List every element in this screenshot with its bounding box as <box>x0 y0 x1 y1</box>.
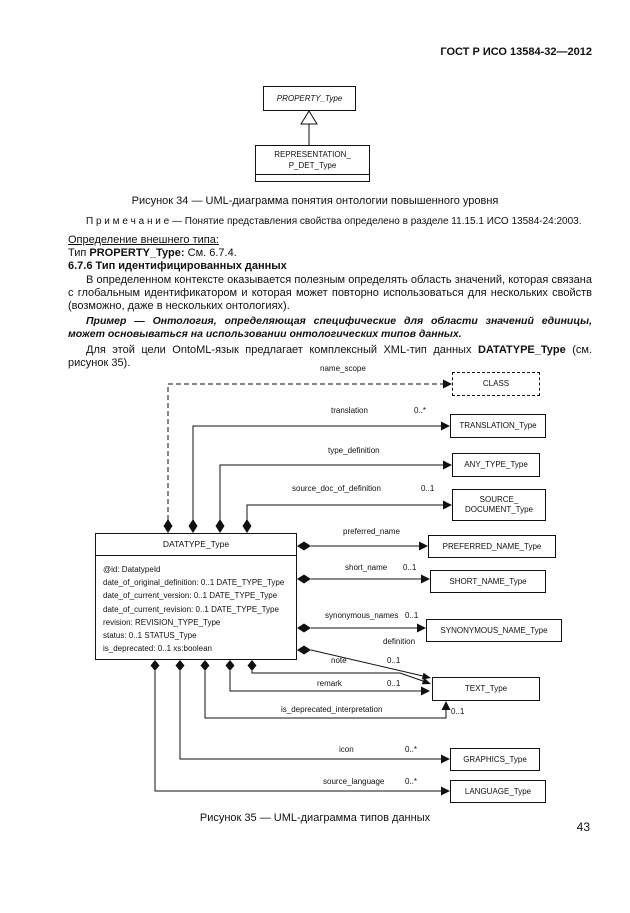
example-paragraph: Пример — Онтология, определяющая специфические для области значений единицы, может основываться на использовании онтологических типов данных. <box>68 315 592 340</box>
datatype-attributes <box>96 556 296 655</box>
connector-label-short-name: short_name <box>345 563 388 572</box>
connector-mult-icon: 0..* <box>405 745 418 754</box>
figure-34-diagram <box>0 80 630 195</box>
uml-class-any-type-type: ANY_TYPE_Type <box>452 453 540 477</box>
uml-class-translation-type: TRANSLATION_Type <box>450 414 546 438</box>
uml-attribute: date_of_current_revision: 0..1 DATE_TYPE_Type <box>103 604 279 614</box>
connector-label-definition: definition <box>383 637 416 646</box>
uml-class-text-type: TEXT_Type <box>432 677 540 701</box>
connector-mult-source-language: 0..* <box>405 777 418 786</box>
type-ref-suffix: См. 6.7.4. <box>184 247 237 259</box>
class-name: PROPERTY_Type <box>276 93 343 103</box>
connector-label-translation: translation <box>331 406 368 415</box>
class-name-line1: SOURCE_ <box>479 495 519 504</box>
uml-class-synonymous-name-type: SYNONYMOUS_NAME_Type <box>426 619 562 642</box>
uml-attribute: date_of_original_definition: 0..1 DATE_TYPE_Type <box>103 578 285 588</box>
connector-mult-remark: 0..1 <box>387 679 401 688</box>
paragraph2-type-name: DATATYPE_Type <box>477 344 566 356</box>
connector-label-note: note <box>331 656 347 665</box>
uml-attribute: is_deprecated: 0..1 xs:boolean <box>103 644 212 654</box>
uml-class-datatype-type <box>95 533 297 660</box>
connector-mult-note: 0..1 <box>387 656 401 665</box>
page-number: 43 <box>576 820 590 834</box>
connector-label-preferred-name: preferred_name <box>343 527 400 536</box>
connector-mult-translation: 0..* <box>414 406 427 415</box>
gost-note: П р и м е ч а н и е — Понятие представления свойства определено в разделе 11.15.1 ИСО 13584-24:2003. <box>86 216 582 227</box>
connector-mult-short-name: 0..1 <box>403 563 417 572</box>
uml-class-class: CLASS <box>452 372 540 396</box>
uml-attribute: date_of_current_version: 0..1 DATE_TYPE_Type <box>103 591 278 601</box>
type-ref-name: PROPERTY_Type: <box>89 247 185 259</box>
uml-attribute: revision: REVISION_TYPE_Type <box>103 617 221 627</box>
figure-35-caption: Рисунок 35 — UML-диаграмма типов данных <box>199 812 431 824</box>
connector-label-icon: icon <box>339 745 354 754</box>
uml-class-language-type: LANGUAGE_Type <box>450 780 546 803</box>
class-name-line1: REPRESENTATION_ <box>274 150 351 159</box>
uml-class-property-type <box>263 86 356 111</box>
class-name-line2: DOCUMENT_Type <box>464 505 533 514</box>
uml-class-short-name-type: SHORT_NAME_Type <box>430 570 546 593</box>
connector-mult-is-deprecated-interpretation: 0..1 <box>451 707 465 716</box>
uml-attribute: status: 0..1 STATUS_Type <box>103 631 197 641</box>
connector-label-synonymous-names: synonymous_names <box>325 611 399 620</box>
uml-attribute: @id: DatatypeId <box>103 565 161 574</box>
connector-mult-synonymous-names: 0..1 <box>405 611 419 620</box>
section-heading-6-7-6: 6.7.6 Тип идентифицированных данных <box>68 260 287 272</box>
paragraph-context: В определенном контексте оказывается полезным определять область значений, которая связана с глобальным идентификатором и которая может повторно использоваться для нескольких свойств (возможно, даже в нескольких онтологиях). <box>68 274 592 312</box>
class-name-line2: P_DET_Type <box>288 161 337 170</box>
connector-mult-source-doc-of-definition: 0..1 <box>421 484 435 493</box>
uml-class-source-document-type <box>452 489 546 521</box>
connector-label-remark: remark <box>317 679 342 688</box>
uml-class-preferred-name-type: PREFERRED_NAME_Type <box>428 535 556 558</box>
connector-label-type-definition: type_definition <box>328 446 380 455</box>
connector-label-source-language: source_language <box>323 777 385 786</box>
doc-code-header: ГОСТ Р ИСО 13584-32—2012 <box>440 46 592 58</box>
paragraph2-suffix: (см. рисунок 35). <box>68 344 593 369</box>
connector-label-is-deprecated-interpretation: is_deprecated_interpretation <box>281 705 383 714</box>
uml-class-graphics-type: GRAPHICS_Type <box>450 748 540 771</box>
type-ref-prefix: Тип <box>68 247 90 259</box>
type-reference-line <box>68 247 592 260</box>
connector-label-name-scope: name_scope <box>320 364 366 373</box>
connector-label-source-doc-of-definition: source_doc_of_definition <box>292 484 381 493</box>
paragraph2-prefix: Для этой цели OntoML-язык предлагает комплексный XML-тип данных <box>86 344 478 356</box>
figure-34-caption: Рисунок 34 — UML-диаграмма понятия онтологии повышенного уровня <box>131 195 499 207</box>
external-type-heading: Определение внешнего типа: <box>68 234 219 246</box>
figure-35-diagram <box>0 360 630 810</box>
uml-class-representation-p-det-type <box>255 145 370 182</box>
datatype-class-name: DATATYPE_Type <box>96 534 296 556</box>
